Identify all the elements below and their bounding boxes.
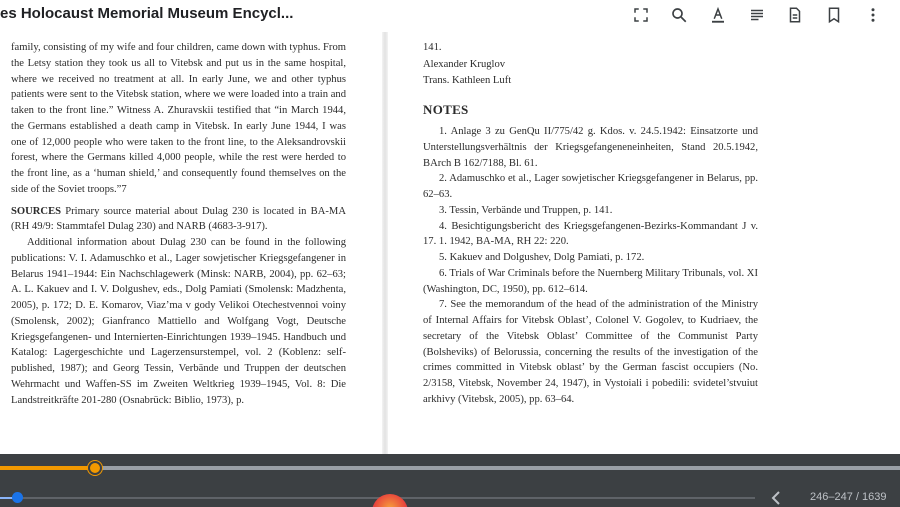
fullscreen-icon[interactable]: [630, 4, 652, 26]
media-progress-thumb[interactable]: [88, 461, 102, 475]
translator-name: Trans. Kathleen Luft: [423, 74, 512, 86]
note-item: 3. Tessin, Verbände und Truppen, p. 141.: [439, 204, 613, 216]
chevron-left-icon[interactable]: [768, 489, 784, 507]
note-item: 7. See the memorandum of the head of the administration of the Ministry of Internal Affairs for Vitebsk Oblast’, Colonel V. Gogolev, to Kudriaev, the secretary of the Vitebsk Oblast’ Committee of the Communist Party (Bolsheviks) of Belorussia, concerning the results of the investigation of the crimes committed in Vitebsk oblast’ by the German fascist occupiers (No. 2/3158, Vitebsk, November 24, 1947), in Vystoiali i pobedili: svidetel’stvuiut arkhivy (Vitebsk, 2005), pp. 63–64.: [423, 299, 758, 405]
more-vert-icon[interactable]: [862, 4, 884, 26]
note-item: 1. Anlage 3 zu GenQu II/775/42 g. Kdos. v. 24.5.1942: Einsatzorte und Unterstellungsverhältnis der Kriegsgefangeneneinheiten, Stand 20.5.1942, BArch B 162/7188, Bl. 61.: [423, 126, 758, 169]
sources-paragraph: [11, 204, 346, 236]
body-paragraph: family, consisting of my wife and four children, came down with typhus. From the Letsy station they took us all to Vitebsk and put us in the same hospital, where we received no treatment at all. In early June, we and other typhus patients were sent to the Vitebsk station, where we were loaded into a train and taken to the front line.” Witness A. Zhuravskii testified that “in March 1944, the Germans established a death camp in Vitebsk. In early June 1944, I was one of 12,000 people who were taken to the front line, to the Aleksandrovskii forest, where the Germans killed 4,000 people, while the rest were herded to the front line, as a ‘human shield,’ and consequently found themselves on the side of the Soviet troops.”7: [11, 42, 346, 195]
note-item: 6. Trials of War Criminals before the Nuernberg Military Tribunals, vol. XI (Washington, DC, 1950), pp. 612–614.: [423, 267, 758, 295]
note-item: 5. Kakuev and Dolgushev, Dolg Pamiati, p. 172.: [439, 252, 645, 263]
body-paragraph: Additional information about Dulag 230 can be found in the following publications: V. I. Adamuschko et al., Lager sowjetischer Kriegsgefangener in Belarus 1941–1944: Ein Nachschlagewerk (Minsk: NARB, 2004), pp. 62–63; A. L. Kakuev and I. V. Dolgushev, eds., Dolg Pamiati (Smolensk: Madzhenta, 2005), p. 172; D. E. Komarov, Viaz’ma v gody Velikoi Otechestvennoi voiny (Smolensk, 2002); Gianfranco Mattiello and Wolfgang Vogt, Deutsche Kriegsgefangenen- und Internierten-Einrichtungen 1939–1945. Handbuch und Katalog: Lagergeschichte und Lagerzensurstempel, vol. 2 (Koblenz: self-published, 1987); and Georg Tessin, Verbände und Truppen der deutschen Wehrmacht und Waffen-SS im Zweiten Weltkrieg 1939–1945, Vol. 8: Die Landstreitkräfte 201-280 (Osnabrück: Biblio, 1973), p.: [11, 237, 346, 406]
page-slider-thumb[interactable]: [12, 492, 23, 503]
continued-line: 141.: [423, 42, 442, 53]
left-page: [11, 40, 346, 408]
page-counter: 246–247 / 1639: [810, 491, 887, 503]
sources-text: Primary source material about Dulag 230 is located in BA-MA (RH 49/9: Stammtafel Dulag 230) and NARB (4683-3-917).: [11, 205, 346, 233]
note-item: 4. Besichtigungsbericht des Kriegsgefangenen-Bezirks-Kommandant J v. 17. 1. 1942, BA-MA, RH 22: 220.: [423, 220, 758, 248]
book-title: es Holocaust Memorial Museum Encycl...: [0, 5, 294, 22]
notes-heading: NOTES: [423, 102, 469, 118]
sources-label: SOURCES: [11, 205, 62, 217]
document-icon[interactable]: [784, 4, 806, 26]
top-app-bar: [0, 0, 900, 32]
bottom-control-bar: [0, 454, 900, 507]
media-progress-fill: [0, 466, 95, 470]
note-item: 2. Adamuschko et al., Lager sowjetischer Kriegsgefangener in Belarus, pp. 62–63.: [423, 173, 758, 200]
page-gutter: [382, 32, 388, 454]
search-icon[interactable]: [668, 4, 690, 26]
list-icon[interactable]: [746, 4, 768, 26]
author-name: Alexander Kruglov: [423, 58, 506, 70]
media-progress-track[interactable]: [0, 466, 900, 470]
right-page: [423, 40, 758, 408]
bookmark-icon[interactable]: [823, 4, 845, 26]
text-format-icon[interactable]: [707, 4, 729, 26]
